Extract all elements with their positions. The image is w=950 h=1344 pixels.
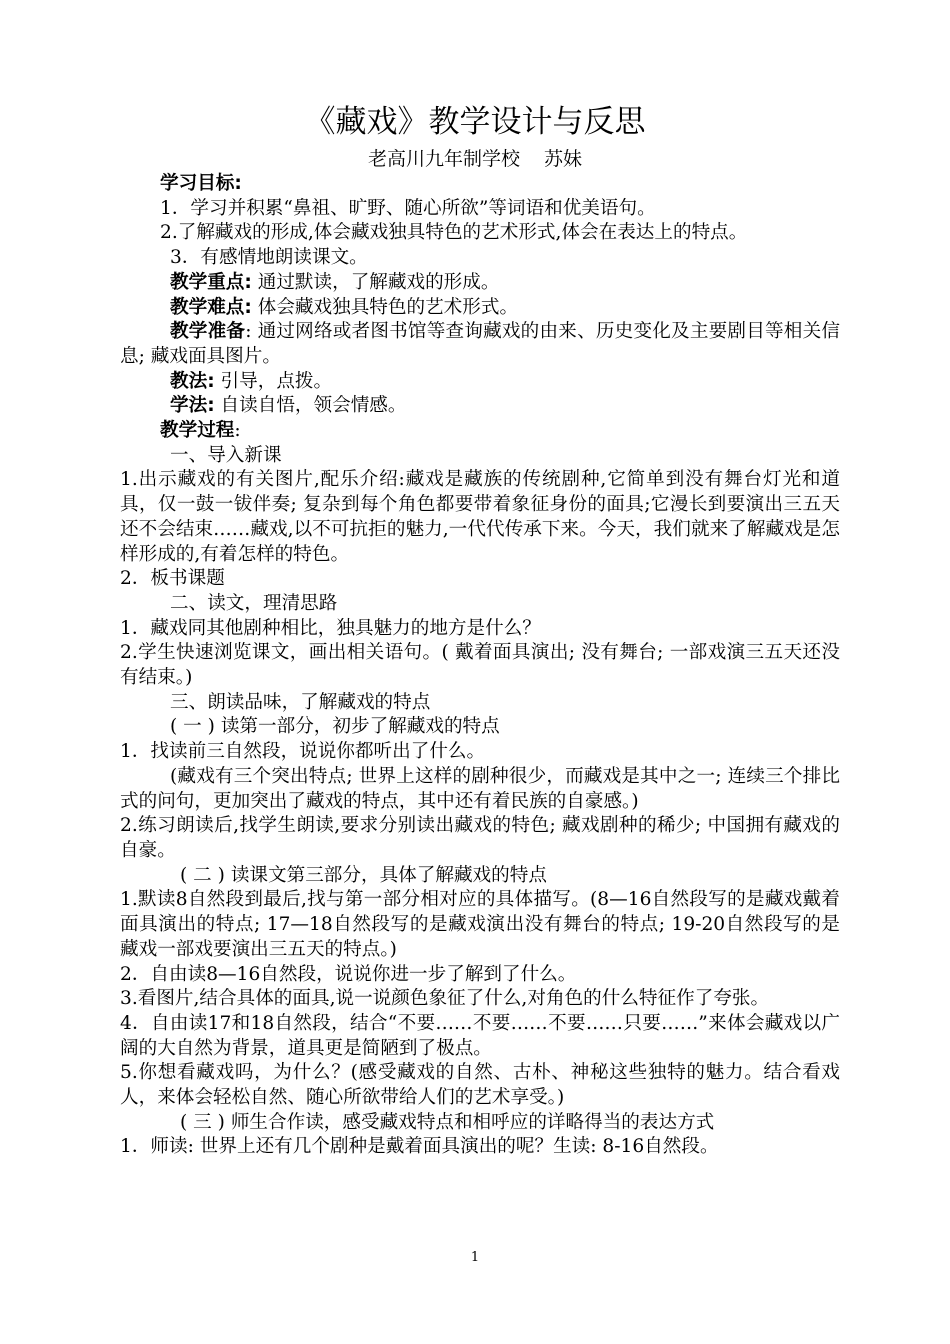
author-line: 老高川九年制学校 苏妹: [367, 148, 583, 170]
document-body: [120, 172, 840, 1160]
subsection-2-paragraph: 5.你想看藏戏吗，为什么？(感受藏戏的自然、古朴、神秘这些独特的魅力。结合看戏人，来体会轻松自然、随心所欲带给人们的艺术享受。): [120, 1062, 840, 1109]
section-1-paragraph: 1.出示藏戏的有关图片,配乐介绍:藏戏是藏族的传统剧种,它简单到没有舞台灯光和道具，仅一鼓一钹伴奏; 复杂到每个角色都要带着象征身份的面具;它漫长到要演出三五天还不会结束……藏戏,以不可抗拒的魅力,一代代传承下来。今天，我们就来了解藏戏是怎样形成的,有着怎样的特色。: [120, 469, 840, 565]
objective-item: 2.了解藏戏的形成,体会藏戏独具特色的艺术形式,体会在表达上的特点。: [160, 222, 748, 244]
process-heading: [120, 419, 840, 444]
preparation-label: 教学准备: [170, 321, 246, 343]
difficulty-label: 教学难点:: [170, 296, 252, 318]
section-1-paragraph: 2．板书课题: [120, 568, 225, 590]
process-label: 教学过程: [160, 420, 235, 442]
difficulty-line: [120, 296, 840, 321]
section-2-title: 二、读文，理清思路: [170, 592, 338, 614]
page-number: 1: [470, 1250, 480, 1265]
subsection-3-title: ( 三 ) 师生合作读，感受藏戏特点和相呼应的详略得当的表达方式: [180, 1111, 715, 1133]
objective-item: 3．有感情地朗读课文。: [170, 247, 368, 269]
section-1-title: 一、导入新课: [170, 444, 282, 466]
key-point-text: 通过默读，了解藏戏的形成。: [251, 271, 500, 293]
key-point-label: 教学重点:: [170, 271, 252, 293]
section-3-title: 三、朗读品味，了解藏戏的特点: [170, 691, 431, 713]
learning-method-label: 学法:: [170, 395, 215, 417]
process-colon: :: [234, 420, 241, 442]
key-point-line: [120, 271, 840, 296]
teaching-method-label: 教法:: [170, 370, 215, 392]
subsection-1-paragraph: (藏戏有三个突出特点; 世界上这样的剧种很少，而藏戏是其中之一; 连续三个排比式的问句，更加突出了藏戏的特点，其中还有着民族的自豪感。): [120, 765, 840, 812]
subsection-3-paragraph: 1．师读: 世界上还有几个剧种是戴着面具演出的呢？生读: 8-16自然段。: [120, 1136, 719, 1158]
objective-item: 1．学习并积累“鼻祖、旷野、随心所欲”等词语和优美语句。: [160, 197, 656, 219]
learning-method-text: 自读自悟，领会情感。: [214, 395, 407, 417]
difficulty-text: 体会藏戏独具特色的艺术形式。: [251, 296, 519, 318]
subsection-1-paragraph: 1．找读前三自然段，说说你都听出了什么。: [120, 741, 486, 763]
subsection-2-paragraph: 2．自由读8—16自然段，说说你进一步了解到了什么。: [120, 963, 577, 985]
teaching-method-text: 引导，点拨。: [214, 370, 333, 392]
teaching-method-line: [120, 370, 840, 395]
subsection-1-paragraph: 2.练习朗读后,找学生朗读,要求分别读出藏戏的特色; 藏戏剧种的稀少; 中国拥有藏戏的自豪。: [120, 815, 840, 861]
document-title: 《藏戏》教学设计与反思: [304, 104, 646, 140]
preparation-paragraph: [120, 320, 840, 369]
learning-method-line: [120, 394, 840, 419]
subsection-2-paragraph: 4．自由读17和18自然段，结合“不要……不要……不要……只要……”来体会藏戏以广阔的大自然为背景，道具更是简陋到了极点。: [120, 1012, 840, 1059]
section-2-paragraph: 2.学生快速浏览课文，画出相关语句。( 戴着面具演出; 没有舞台; 一部戏演三五天还没有结束。): [120, 642, 840, 689]
subsection-2-paragraph: 3.看图片,结合具体的面具,说一说颜色象征了什么,对角色的什么特征作了夸张。: [120, 988, 770, 1010]
section-2-paragraph: 1．藏戏同其他剧种相比，独具魅力的地方是什么？: [120, 617, 541, 639]
objectives-heading: 学习目标:: [160, 173, 242, 194]
subsection-2-paragraph: 1.默读8自然段到最后,找与第一部分相对应的具体描写。(8—16自然段写的是藏戏戴着面具演出的特点; 17—18自然段写的是藏戏演出没有舞台的特点; 19-20自然段写的是藏戏一部戏要演出三五天的特点。): [120, 889, 840, 960]
subsection-2-title: ( 二 ) 读课文第三部分，具体了解藏戏的特点: [180, 864, 547, 886]
subsection-1-title: ( 一 ) 读第一部分，初步了解藏戏的特点: [170, 716, 500, 738]
preparation-text: : 通过网络或者图书馆等查询藏戏的由来、历史变化及主要剧目等相关信息; 藏戏面具图片。: [120, 321, 840, 367]
